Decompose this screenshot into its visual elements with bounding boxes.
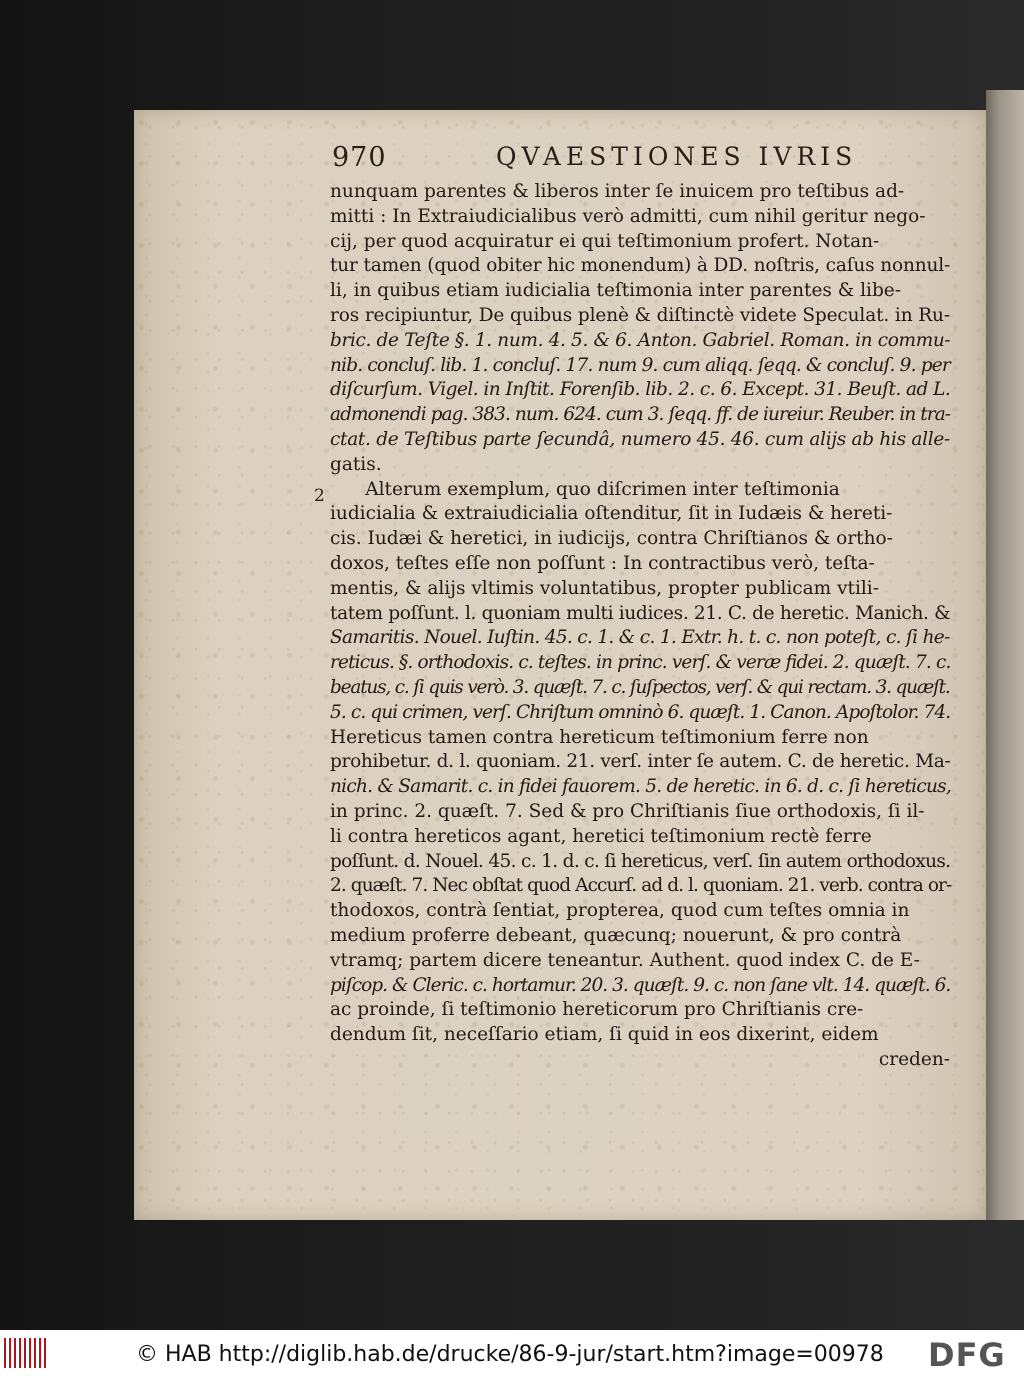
viewer-footer [0,1330,1024,1378]
text-line: tatem poſſunt. l. quoniam multi iudices. 21. C. de heretic. Manich. & [330,602,951,624]
text-line: mitti : In Extraiudicialibus verò admitti, cum nihil geritur nego- [330,205,926,227]
footer-url[interactable]: © HAB http://diglib.hab.de/drucke/86-9-jur/start.htm?image=00978 [136,1342,884,1367]
hab-logo-icon [4,1338,48,1368]
text-line: nib. concluſ. lib. 1. concluſ. 17. num 9. cum aliqq. ſeqq. & concluſ. 9. per [330,354,950,376]
text-line: cis. Iudæi & heretici, in iudicijs, contra Chriſtianos & ortho- [330,528,893,550]
page-header [332,142,952,182]
text-line: mentis, & alijs vltimis voluntatibus, propter publicam vtili- [330,577,879,599]
text-line: admonendi pag. 383. num. 624. cum 3. ſeqq. ff. de iureiur. Reuber. in tra- [330,404,951,426]
text-line: Samaritis. Nouel. Iuſtin. 45. c. 1. & c. 1. Extr. h. t. c. non poteſt, c. ſi he- [330,627,950,649]
running-title: QVAESTIONES IVRIS [496,142,858,171]
text-line: prohibetur. d. l. quoniam. 21. verſ. inter ſe autem. C. de heretic. Ma- [330,751,951,773]
text-line: medium proferre debeant, quæcunq; nouerunt, & pro contrà [330,924,902,946]
marginal-number: 2 [314,486,325,506]
text-line: ac proinde, ſi teſtimonio hereticorum pro Chriſtianis cre- [330,999,864,1021]
body-text [330,180,950,1073]
adjacent-page-edge [986,90,1024,1220]
text-line: nich. & Samarit. c. in fidei fauorem. 5. de heretic. in 6. d. c. ſi hereticus, [330,776,952,798]
text-line: doxos, teſtes eſſe non poſſunt : In contractibus verò, teſta- [330,552,875,574]
text-line: poſſunt. d. Nouel. 45. c. 1. d. c. ſi hereticus, verſ. ſin autem orthodoxus. [330,850,951,872]
text-line: in princ. 2. quæſt. 7. Sed & pro Chriſtianis ſiue orthodoxis, ſi il- [330,800,925,822]
text-line: bric. de Teſte §. 1. num. 4. 5. & 6. Anton. Gabriel. Roman. in commu- [330,329,951,351]
text-line: thodoxos, contrà ſentiat, propterea, quod cum teſtes omnia in [330,900,910,922]
text-line: nunquam parentes & liberos inter ſe inuicem pro teſtibus ad- [330,181,905,202]
text-line: Alterum exemplum, quo diſcrimen inter teſtimonia [330,478,840,500]
text-line: dendum ſit, neceſſario etiam, ſi quid in eos dixerint, eidem [330,1024,879,1046]
page-number: 970 [332,142,387,173]
text-line: beatus, c. ſi quis verò. 3. quæſt. 7. c. ſuſpectos, verſ. & qui rectam. 3. quæſt. [330,676,950,698]
text-line: li, in quibus etiam iudicialia teſtimonia inter parentes & libe- [330,280,902,302]
text-line: vtramq; partem dicere teneantur. Authent. quod index C. de E- [330,949,920,971]
text-line: iudicialia & extraiudicialia oſtenditur, ſit in Iudæis & hereti- [330,503,893,525]
text-line: 5. c. qui crimen, verſ. Chriſtum omninò 6. quæſt. 1. Canon. Apoſtolor. 74. [330,701,951,723]
text-line: 2. quæſt. 7. Nec obſtat quod Accurſ. ad d. l. quoniam. 21. verb. contra or- [330,875,952,897]
dfg-logo: DFG [928,1336,1006,1374]
text-line: piſcop. & Cleric. c. hortamur. 20. 3. quæſt. 9. c. non ſane vlt. 14. quæſt. 6. [330,974,951,996]
text-line: ros recipiuntur, De quibus plenè & diſtinctè videte Speculat. in Ru- [330,304,950,326]
text-line: gatis. [330,453,382,475]
text-line: reticus. §. orthodoxis. c. teſtes. in princ. verſ. & veræ fidei. 2. quæſt. 7. c. [330,652,951,674]
text-line: ctat. de Teſtibus parte ſecundâ, numero 45. 46. cum alijs ab his alle- [330,428,950,450]
text-line: li contra hereticos agant, heretici teſtimonium rectè ferre [330,825,872,847]
text-line: tur tamen (quod obiter hic monendum) à DD. noſtris, caſus nonnul- [330,255,951,277]
text-line: cij, per quod acquiratur ei qui teſtimonium profert. Notan- [330,230,880,252]
text-line: Hereticus tamen contra hereticum teſtimonium ferre non [330,726,869,748]
catchword: creden- [878,1048,950,1070]
text-line: diſcurſum. Vigel. in Inſtit. Forenſib. lib. 2. c. 6. Except. 31. Beuſt. ad L. [330,379,951,401]
